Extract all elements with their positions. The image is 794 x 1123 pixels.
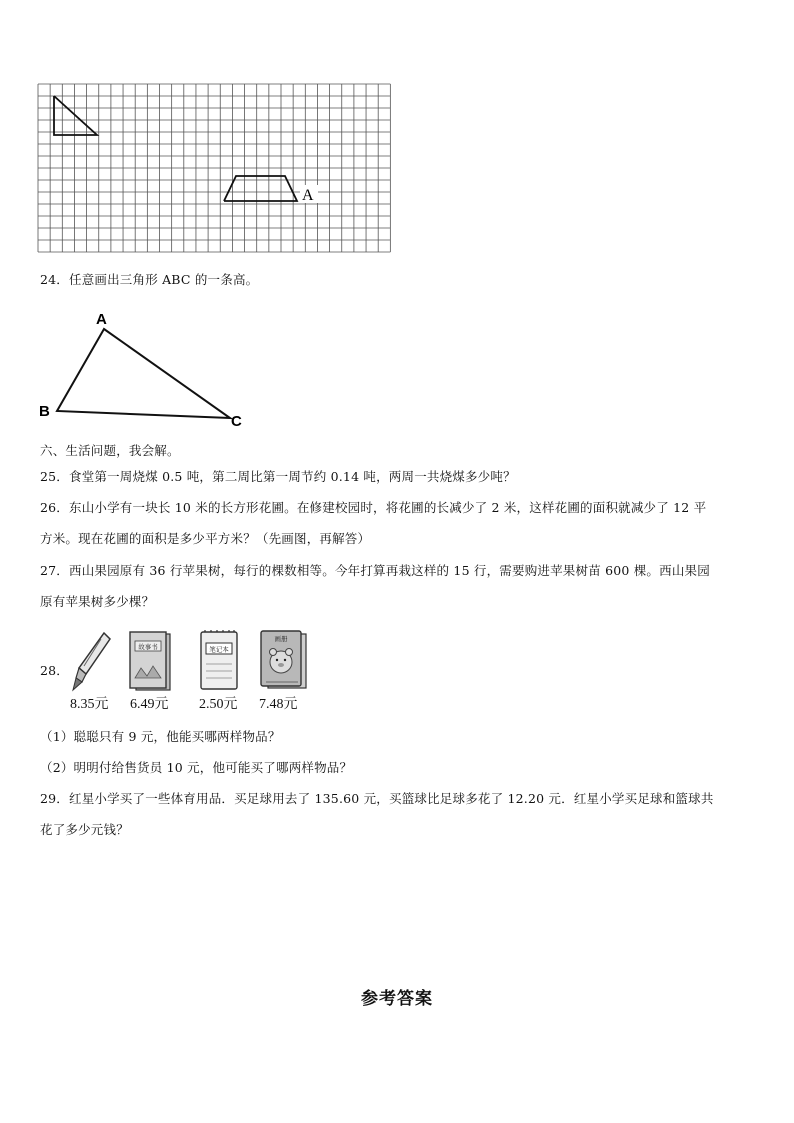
picture-book-icon xyxy=(258,630,310,692)
point-a-label: A xyxy=(302,187,314,204)
vertex-a-label: A xyxy=(96,311,107,328)
answers-title: 参考答案 xyxy=(361,989,433,1009)
question-28-number: 28． xyxy=(40,663,70,678)
question-25: 25．食堂第一周烧煤 0.5 吨，第二周比第一周节约 0.14 吨，两周一共烧煤多少吨？ xyxy=(40,469,516,484)
vertex-c-label: C xyxy=(231,413,242,430)
picture-book-label: 画册 xyxy=(274,636,288,643)
notebook-label: 笔记本 xyxy=(209,646,229,654)
price-picture-book: 7.48元 xyxy=(259,697,298,712)
grid-triangle xyxy=(54,96,97,135)
grid-lines xyxy=(38,84,390,252)
question-29-line-2: 花了多少元钱？ xyxy=(40,822,129,837)
question-29-line-1: 29．红星小学买了一些体育用品．买足球用去了 135.60 元，买篮球比足球多花了 12.20 元．红星小学买足球和篮球共 xyxy=(40,791,714,806)
price-pen: 8.35元 xyxy=(70,697,109,712)
question-27-line-1: 27．西山果园原有 36 行苹果树，每行的棵数相等。今年打算再栽这样的 15 行，需要购进苹果树苗 600 棵。西山果园 xyxy=(40,563,710,578)
triangle-abc xyxy=(34,305,249,430)
section-6-title: 六、生活问题，我会解。 xyxy=(40,443,180,458)
price-notebook: 2.50元 xyxy=(199,697,238,712)
notebook-icon xyxy=(197,630,241,692)
vertex-b-label: B xyxy=(39,403,50,420)
price-storybook: 6.49元 xyxy=(130,697,169,712)
question-24: 24．任意画出三角形 ABC 的一条高。 xyxy=(40,272,259,287)
question-27-line-2: 原有苹果树多少棵？ xyxy=(40,594,155,609)
storybook-label: 故事书 xyxy=(138,644,158,651)
fountain-pen-icon xyxy=(70,630,112,692)
question-26-line-2: 方米。现在花圃的面积是多少平方米？（先画图，再解答） xyxy=(40,531,371,546)
question-26-line-1: 26．东山小学有一块长 10 米的长方形花圃。在修建校园时，将花圃的长减少了 2 米，这样花圃的面积就减少了 12 平 xyxy=(40,500,707,515)
question-28-sub-2: （2）明明付给售货员 10 元，他可能买了哪两样物品？ xyxy=(40,760,353,775)
question-28-sub-1: （1）聪聪只有 9 元，他能买哪两样物品？ xyxy=(40,729,281,744)
grid-figure xyxy=(36,82,398,258)
storybook-icon xyxy=(127,630,173,692)
triangle-shape xyxy=(57,329,230,418)
